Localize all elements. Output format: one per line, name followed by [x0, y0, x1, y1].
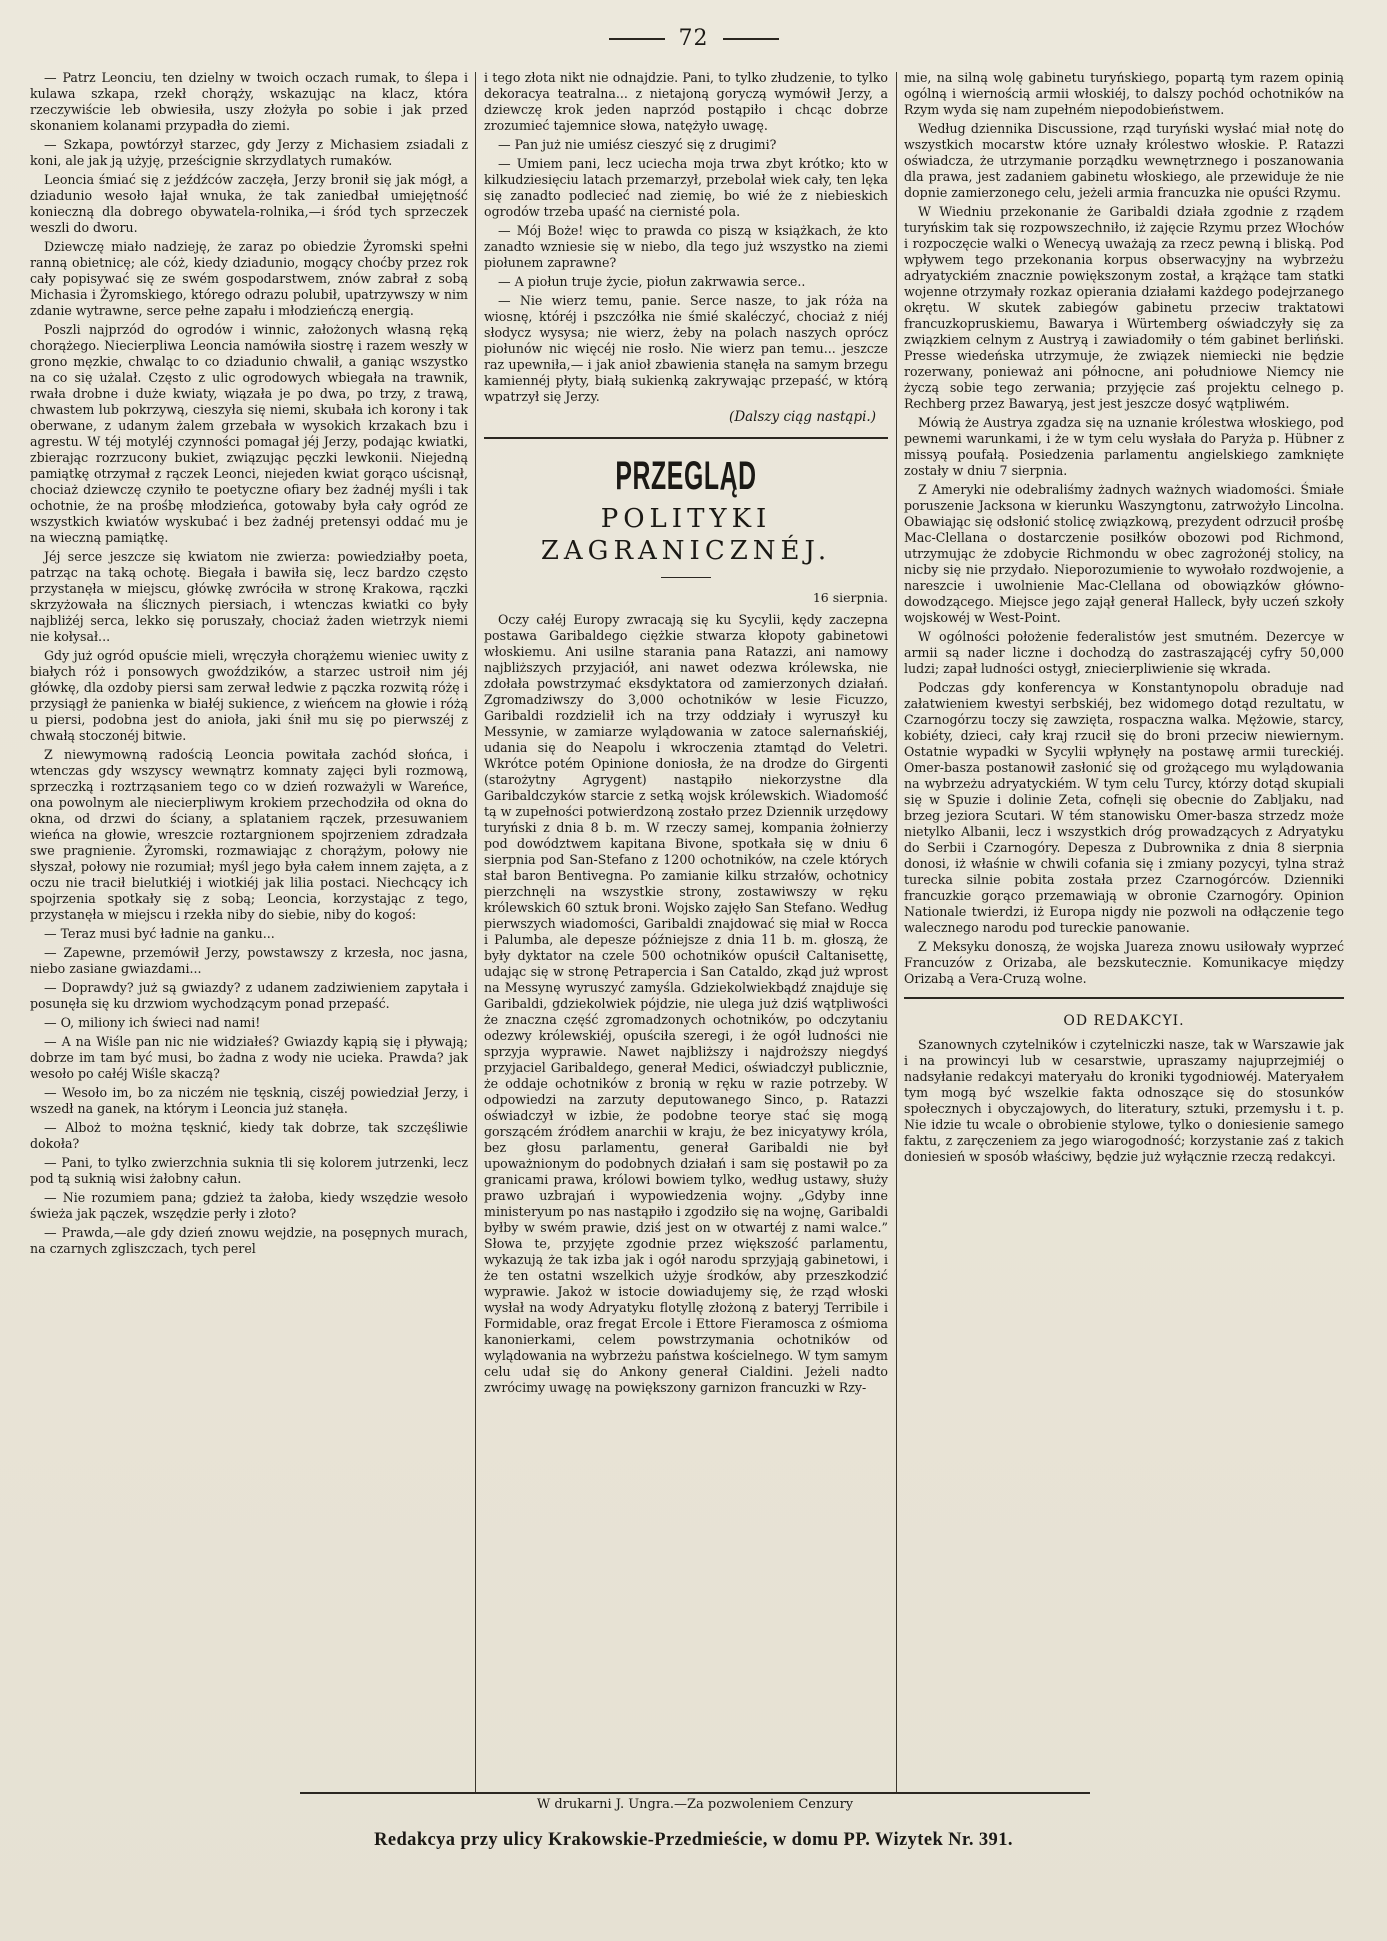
paragraph: Według dziennika Discussione, rząd turyński wysłać miał notę do wszystkich mocarstw które uznały królestwo włoskie. P. Ratazzi oświadcza, że utrzymanie porządku wewnętrznego i poszanowania dla prawa, jest zadaniem gabinetu włoskiego, ale przewiduje że nie dopnie zamierzonego celu, jeżeli armia francuzka nie opuści Rzymu. [904, 121, 1344, 200]
paragraph: Z niewymowną radością Leoncia powitała zachód słońca, i wtenczas gdy wszyscy wewnątrz komnaty zajęci byli rozmową, sprzeczką i roztrząsaniem tego co w dzień rozważyli w Wareńce, ona powolnym ale niecierpliwym krokiem przechodziła od okna do okna, od drzwi do ściany, a splataniem rączek, przesuwaniem wieńca na głowie, wreszcie roztargnionem spojrzeniem zdradzała swe pragnienie. Żyromski, rozmawiając z chorążym, połowy nie słyszał, połowy nie rozumiał; myśl jego była całem innem zajęta, a z oczu nie tracił bielutkiéj i wiotkiéj jak lilia postaci. Niechcący ich spojrzenia spotkały się z sobą; Leoncia, korzystając z tego, przystanęła w miejscu i rzekła niby do siebie, niby do kogoś: [30, 747, 468, 922]
paragraph: — Wesoło im, bo za niczém nie tęsknią, ciszéj powiedział Jerzy, i wszedł na ganek, na którym i Leoncia już stanęła. [30, 1085, 468, 1116]
section-divider [904, 997, 1344, 999]
paragraph: Z Ameryki nie odebraliśmy żadnych ważnych wiadomości. Śmiałe poruszenie Jacksona w kierunku Waszyngtonu, zatrwożyło Lincolna. Obawiając się odsłonić stolicę związkową, prezydent odrzucił prośbę Mac-Clellana o dostarczenie posiłków obozowi pod Richmond, utrzymując że zdobycie Richmondu w obec zagrożonéj stolicy, na nicby się nie przydało. Nieporozumienie to wywołało rozdwojenie, a nareszcie i uwolnienie Mac-Clellana od obowiązków główno-dowodzącego. Miejsce jego zajął generał Halleck, były uczeń szkoły wojskowéj w West-Point. [904, 482, 1344, 625]
paragraph: — A na Wiśle pan nic nie widziałeś? Gwiazdy kąpią się i pływają; dobrze im tam być musi, bo żadna z wody nie ucieka. Prawda? jak wesoło po całéj Wiśle skaczą? [30, 1034, 468, 1081]
footer-address: Redakcya przy ulicy Krakowskie-Przedmieście, w domu PP. Wizytek Nr. 391. [374, 1830, 1013, 1850]
paragraph: — A piołun truje życie, piołun zakrwawia serce.. [498, 274, 806, 289]
paragraph: — Mój Boże! więc to prawda co piszą w książkach, że kto zanadto wzniesie się w niebo, dla tego już wszystko na ziemi piołunem zaprawne? [484, 223, 888, 270]
paragraph: — Pan już nie umiész cieszyć się z drugimi? [498, 137, 777, 152]
paragraph: — Patrz Leonciu, ten dzielny w twoich oczach rumak, to ślepa i kulawa szkapa, rzekł chorąży, wskazując na klacz, która rzeczywiście leb obwiesiła, uszy złożyła po sobie i jak przed skonaniem kolanami przypadła do ziemi. [30, 70, 468, 133]
paragraph: — Pani, to tylko zwierzchnia suknia tli się kolorem jutrzenki, lecz pod tą suknią wisi żałobny całun. [30, 1155, 468, 1186]
column-divider-right [896, 72, 897, 1792]
column-1-story [30, 70, 468, 1830]
paragraph: Podczas gdy konferencya w Konstantynopolu obraduje nad załatwieniem kwestyi serbskiéj, bez widomego dotąd rezultatu, w Czarnogórzu toczy się zawzięta, rospaczna walka. Mężowie, starcy, kobiéty, dzieci, cały kraj rzucił się do broni przeciw niewiernym. Ostatnie wypadki w Sycylii wpłynęły na postawę armii tureckiéj. Omer-basza postanowił zasłonić się od grożącego mu wylądowania na wybrzeżu adryatyckiém. W tym celu Turcy, którzy dotąd skupiali się w Spuzie i dolinie Zeta, cofnęli się obecnie do Zabljaku, nad brzeg jeziora Scutari. W tém stanowisku Omer-basza strzedz może nietylko Albanii, lecz i wszystkich dróg prowadzących z Adryatyku do Serbii i Czarnogóry. Depesza z Dubrownika z dnia 8 sierpnia donosi, iż właśnie w chwili cofania się i zmiany pozycyi, tylna straż turecka silnie pobita została przez Czarnogórców. Dzienniki francuzkie gorąco przemawiają w obronie Czarnogóry. Opinion Nationale twierdzi, iż Europa nigdy nie pozwoli na odłączenie tego walecznego narodu pod tureckie panowanie. [904, 680, 1344, 935]
section-divider [484, 437, 888, 439]
paragraph: W Wiedniu przekonanie że Garibaldi działa zgodnie z rządem turyńskim tak się rozpowszechniło, iż zajęcie Rzymu przez Włochów i rozpoczęcie walki o Wenecyą uważają za rzecz pewną i bliską. Pod wpływem tego przekonania korpus obserwacyjny na wybrzeżu adryatyckiém znacznie powiększonym został, a krążące tam statki wojenne otrzymały rozkaz opierania działami każdego podejrzanego okrętu. W skutek zabiegów gabinetu przeciw traktatowi francuzkopruskiemu, Bawarya i Würtemberg oświadczyły się za związkiem celnym z Austryą i zawiadomiły o tém gabinet berliński. Presse wiedeńska utrzymuje, że związek niemiecki nie będzie rozerwany, ponieważ ani północne, ani południowe Niemcy nie życzą sobie tego zerwania; przyjęcie zaś projektu celnego p. Rechberg przez Bawaryą, jest jest jeszcze dosyć wątpliwém. [904, 204, 1344, 411]
paragraph: i tego złota nikt nie odnajdzie. Pani, to tylko złudzenie, to tylko dekoracya teatralna... z nietajoną goryczą wymówił Jerzy, a dziewczę krok jeden naprzód postąpiło i chcąc dobrze zrozumieć tajemnice słowa, natężyło uwagę. [484, 70, 888, 133]
section-subheadline: POLITYKI ZAGRANICZNÉJ. [540, 504, 832, 566]
short-rule [661, 577, 711, 578]
paragraph: — Zapewne, przemówił Jerzy, powstawszy z krzesła, noc jasna, niebo zasiane gwiazdami... [30, 945, 468, 976]
editorial-paragraph: Szanownych czytelników i czytelniczki nasze, tak w Warszawie jak i na prowincyi lub w cesarstwie, upraszamy najuprzejmiéj o nadsyłanie redakcyi materyału do kroniki tygodniowéj. Materyałem tym mogą być wszelkie fakta odnoszące się do stosunków społecznych i obyczajowych, do literatury, sztuki, przemysłu i t. p. Nie idzie tu wcale o obrobienie stylowe, tylko o doniesienie samego faktu, z zaręczeniem za jego wiarogodność; korzystanie zaś z takich doniesień w sposób właściwy, będzie już wyłącznie rzeczą redakcyi. [904, 1037, 1344, 1164]
paragraph: — Nie wierz temu, panie. Serce nasze, to jak róża na wiosnę, któréj i pszczółka nie śmié skaléczyć, chociaż z niéj słodycz wysysa; nie wierz, żeby na polach naszych oprócz piołunów nic więcéj nie rosło. Nie wierz pan temu... jeszcze raz upewniła,— i jak anioł zbawienia stanęła na samym brzegu kamiennéj płyty, białą sukienką zakrywając przepaść, w którą wpatrzył się Jerzy. [484, 293, 888, 404]
paragraph: Oczy całéj Europy zwracają się ku Sycylii, kędy zaczepna postawa Garibaldego ciężkie stwarza kłopoty gabinetowi włoskiemu. Ani usilne starania pana Ratazzi, ani namowy najbliższych przyjaciół, ani nawet odezwa królewska, nie zdołała powstrzymać eksdyktatora od zamierzonych działań. Zgromadziwszy do 3,000 ochotników w lesie Ficuzzo, Garibaldi rozdzielił ich na trzy oddziały i wyruszył ku Messynie, w zamiarze wylądowania w zatoce salernańskiéj, udania się do Neapolu i wkroczenia ztamtąd do Veletri. Wkrótce potém Opinione doniosła, że na drodze do Girgenti (starożytny Agrygent) nastąpiło niekorzystne dla Garibaldczyków starcie z setką wojsk królewskich. Wiadomość tą w zupełności potwierdzoną zostało przez Dziennik urzędowy turyński z dnia 8 b. m. W rzeczy samej, kompania żołnierzy pod dowództwem kapitana Bivone, spotkała się w dniu 6 sierpnia pod San-Stefano z 1200 ochotników, na czele których stał baron Bentivegna. Po zamianie kilku strzałów, ochotnicy pierzchnęli na wszystkie strony, zostawiwszy w ręku królewskich 60 sztuk broni. Wojsko zajęło San Stefano. Według pierwszych wiadomości, Garibaldi znajdować się miał w Rocca i Palumba, ale depesze późniejsze z dnia 11 b. m. głoszą, że były dyktator na czele 500 ochotników opuścił Caltanisettę, udając się w stronę Petrapercia i San Cataldo, zkąd już wprost na Messynę wyruszyć zamyśla. Gdziekolwiekbądź znajduje się Garibaldi, gdziekolwiek pójdzie, nie ulega już dziś wątpliwości że znaczna część zgromadzonych ochotników, po odczytaniu odezwy królewskiéj, opuściła szeregi, i że ogół ludności nie sprzyja wyprawie. Nawet najbliższy i najdroższy niegdyś przyjaciel Garibaldego, generał Medici, oświadczył publicznie, że oddaje ochotników z bronią w ręku w razie potrzeby. W odpowiedzi na zarzuty deputowanego Sinco, p. Ratazzi oświadczył w izbie, że podobne teorye stać się mogą gorszącém źródłem anarchii w kraju, że bez inicyatywy króla, bez głosu parlamentu, generał Garibaldi nie był upoważnionym do podobnych działań i sam się postawił po za granicami prawa, królowi bowiem tylko, według ustawy, służy prawo uzbrajań i wypowiedzenia wojny. „Gdyby inne ministeryum po nas nastąpiło i zgodziło się na wojnę, Garibaldi byłby w swém prawie, dziś jest on w otwartéj z nami walce.” Słowa te, przyjęte zgodnie przez większość parlamentu, wykazują że tak izba jak i ogół narodu sprzyjają gabinetowi, i że ten ostatni wszelkich użyje środków, aby przeszkodzić wyprawie. Jakoż w istocie dowiadujemy się, że rząd włoski wysłał na wody Adryatyku flotyllę złożoną z bateryj Terribile i Formidable, oraz fregat Ercole i Ettore Fieramosca z ośmioma kanonierkami, celem powstrzymania ochotników od wylądowania na wybrzeżu państwa kościelnego. W tym samym celu udał się do Ankony generał Cialdini. Jeżeli nadto zwrócimy uwagę na powiększony garnizon francuzki w Rzy- [484, 612, 888, 1395]
paragraph: — Nie rozumiem pana; gdzież ta żałoba, kiedy wszędzie wesoło świeża jak pączek, wszędzie perły i złoto? [30, 1190, 468, 1221]
column-2 [484, 70, 888, 1790]
column-3 [904, 70, 1344, 1830]
continuation-note: (Dalszy ciąg nastąpi.) [729, 409, 876, 425]
page-number: 72 [0, 26, 1387, 51]
paragraph: Gdy już ogród opuście mieli, wręczyła chorążemu wieniec uwity z białych róż i ponsowych gwoździków, a starzec ustroił nim jéj główkę, dla ozdoby piersi sam zerwał ledwie z pączka rozwitą różę i przysiągł że panienka w białéj sukience, z wieńcem na głowie i różą u piersi, podobna jest do anioła, jaki śnił mu się po pierwszéj z chwałą stoczonéj bitwie. [30, 648, 468, 743]
section-headline: PRZEGLĄD [615, 454, 757, 498]
dateline: 16 sierpnia. [812, 590, 888, 605]
paragraph: Poszli najprzód do ogrodów i winnic, założonych własną ręką chorążego. Niecierpliwa Leoncia namówiła siostrę i razem weszły w grono męzkie, chwaląc to co dziadunio chwalił, a ganiąc wszystko na co się użalał. Często z ulic ogrodowych wbiegała na trawnik, rwała drobne i duże kwiaty, wiązała je po dwa, po trzy, z trawą, chwastem lub pokrzywą, cieszyła się niemi, skubała ich korony i tak oberwane, z udanym żalem grzebała w wysokich krzakach bzu i agrestu. W téj motyléj czynności pomagał jéj Jerzy, podając kwiatki, zbierając rozrzucony bukiet, związując pęczki lewkonii. Niejedną pamiątkę otrzymał z rączek Leonci, niejeden kwiat gorąco uścisnął, chociaż dziewczę czyniło te poetyczne ofiary bez żadnéj myśli i tak ochotnie, że na prośbę młodzieńca, gotowaby była cały ogród ze wszystkich kwiatów wyskubać i bez żadnéj pretensyi oddać mu je na wieczną pamiątkę. [30, 322, 468, 545]
paragraph: — Umiem pani, lecz uciecha moja trwa zbyt krótko; kto w kilkudziesięciu latach przemarzył, przebolał wiek cały, ten lęka się zanadto podlecieć nad ziemię, bo wié że z niebieskich ogrodów trzeba upaść na ciernisté pola. [484, 156, 888, 219]
paragraph: mie, na silną wolę gabinetu turyńskiego, popartą tym razem opinią ogólną i wiernością armii włoskiéj, to dalszy pochód ochotników na Rzym wyda się nam zupełném niepodobieństwem. [904, 70, 1344, 117]
column-divider-left [475, 72, 476, 1792]
printer-line: W drukarni J. Ungra.—Za pozwoleniem Cenzury [300, 1792, 1090, 1812]
paragraph: Jéj serce jeszcze się kwiatom nie zwierza: powiedziałby poeta, patrząc na taką ochotę. Biegała i bawiła się, lecz bardzo często przystanęła w miejscu, główkę zwróciła w stronę Krakowa, rączki skrzyżowała na ślicznych piersiach, i wtenczas kwiatki co były najbliżéj serca, lekko się poruszały, chociaż żaden wietrzyk niemi nie kołysał... [30, 549, 468, 644]
paragraph: Leoncia śmiać się z jeźdźców zaczęła, Jerzy bronił się jak mógł, a dziadunio wesoło łajał wnuka, że tak zaniedbał umiejętność konieczną dla dobrego obywatela-rolnika,—i śród tych sprzeczek weszli do dworu. [30, 172, 468, 235]
paragraph: Z Meksyku donoszą, że wojska Juareza znowu usiłowały wyprzeć Francuzów z Orizaba, ale bezskutecznie. Komunikacye między Orizabą a Vera-Cruzą wolne. [904, 939, 1344, 986]
paragraph: Dziewczę miało nadzieję, że zaraz po obiedzie Żyromski spełni ranną obietnicę; ale cóż, kiedy dziadunio, mogący choćby przez rok cały popisywać się ze swém gospodarstwem, znów zabrał z sobą Michasia i Żyromskiego, którego odrazu polubił, upatrzywszy w nim zdanie wytrawne, serce pełne zapału i młodzieńczą energią. [30, 239, 468, 318]
paragraph: — Szkapa, powtórzył starzec, gdy Jerzy z Michasiem zsiadali z koni, ale jak ją użyję, prześcignie skrzydlatych rumaków. [30, 137, 468, 168]
paragraph: — O, miliony ich świeci nad nami! [44, 1015, 261, 1030]
paragraph: — Prawda,—ale gdy dzień znowu wejdzie, na posępnych murach, na czarnych zgliszczach, tych perel [30, 1225, 468, 1256]
paragraph: W ogólności położenie federalistów jest smutném. Dezercye w armii są nader liczne i dochodzą do zastraszającéj cyfry 50,000 ludzi; zapał ludności ostygł, zniecierpliwienie się wkrada. [904, 629, 1344, 676]
paragraph: — Doprawdy? już są gwiazdy? z udanem zadziwieniem zapytała i posunęła się ku drzwiom wychodzącym ponad przepaść. [30, 980, 468, 1011]
editorial-heading: OD REDAKCYI. [1063, 1013, 1185, 1029]
paragraph: Mówią że Austrya zgadza się na uznanie królestwa włoskiego, pod pewnemi warunkami, i że w tym celu wysłała do Paryża p. Hübner z missyą poufałą. Posiedzenia parlamentu angielskiego zamknięte zostały w dniu 7 sierpnia. [904, 415, 1344, 478]
paragraph: — Teraz musi być ładnie na ganku... [44, 926, 275, 941]
paragraph: — Alboż to można tęsknić, kiedy tak dobrze, tak szczęśliwie dokoła? [30, 1120, 468, 1151]
